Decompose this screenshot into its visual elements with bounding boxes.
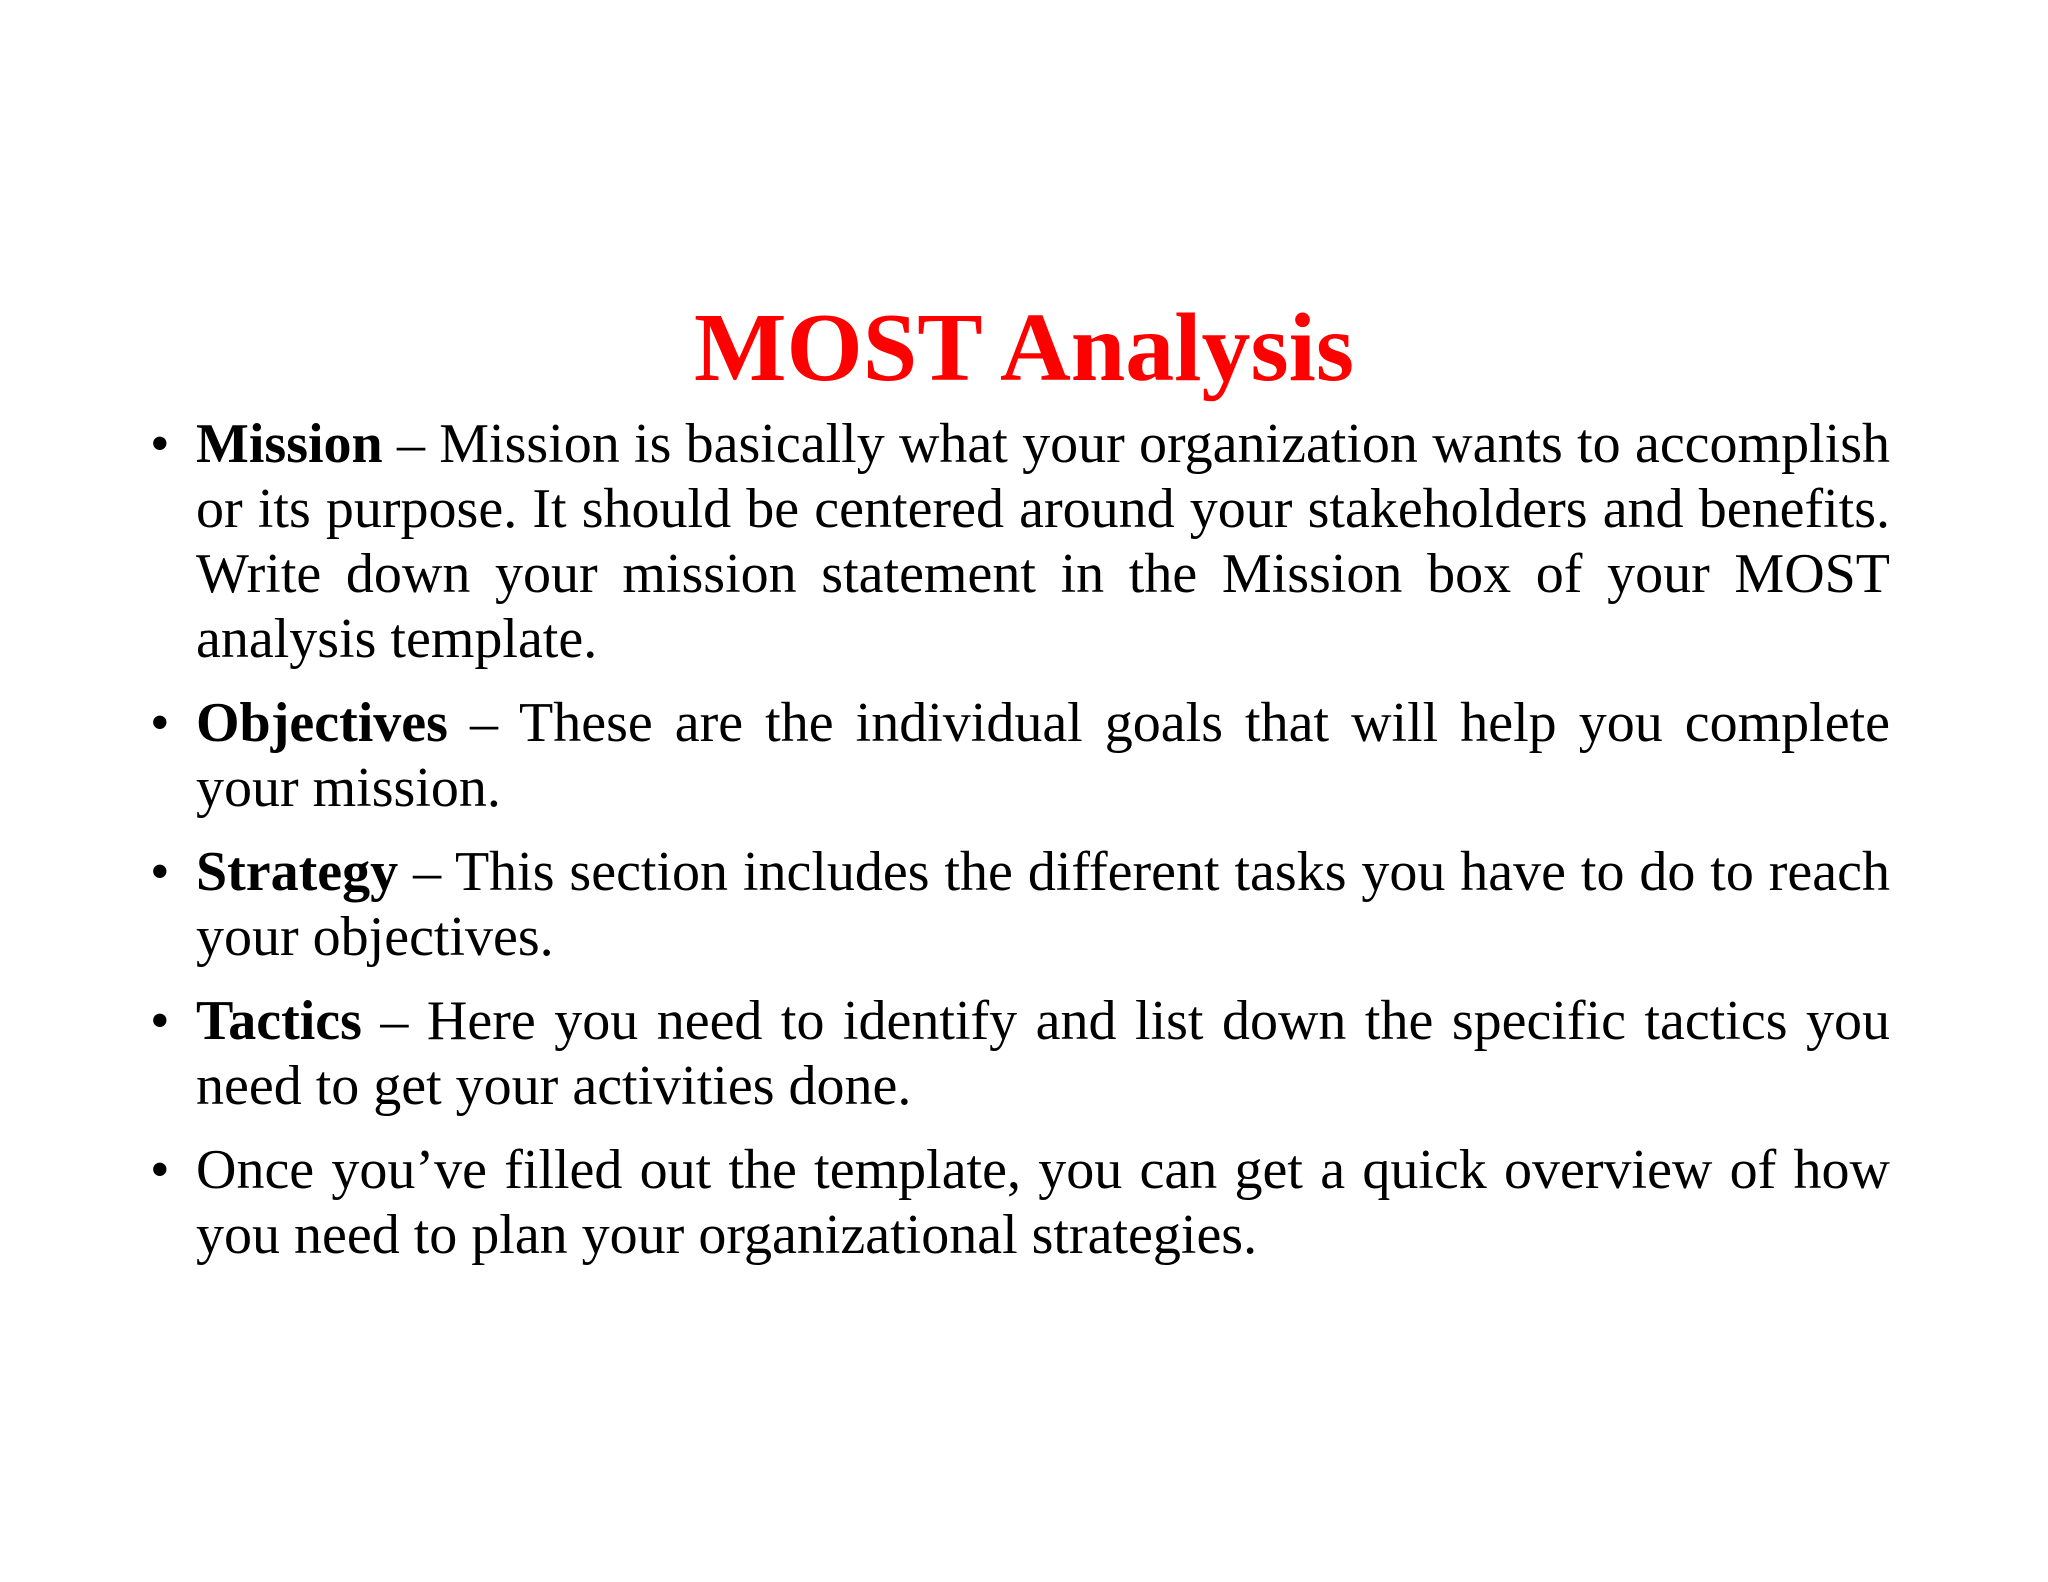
bullet-dot-icon: •: [150, 1139, 170, 1201]
bullet-text: – Here you need to identify and list down the specific tactics you need to get your activities done.: [196, 990, 1890, 1117]
bullet-text: Once you’ve filled out the template, you can get a quick overview of how you need to plan your organizational strategies.: [196, 1139, 1890, 1266]
bullet-item-overview: [150, 1138, 1890, 1268]
bullet-dot-icon: •: [150, 413, 170, 475]
bullet-dot-icon: •: [150, 990, 170, 1052]
bullet-dot-icon: •: [150, 841, 170, 903]
bullet-text: – These are the individual goals that will help you complete your mission.: [196, 692, 1890, 819]
bullet-item-tactics: [150, 989, 1890, 1119]
bullet-item-mission: [150, 412, 1890, 672]
bullet-dot-icon: •: [150, 692, 170, 754]
bullet-term: Tactics: [196, 990, 362, 1052]
bullet-term: Mission: [196, 413, 383, 475]
bullet-text: – Mission is basically what your organization wants to accomplish or its purpose. It should be centered around your stakeholders and benefits. Write down your mission statement in the Mission box of your MOST analysis template.: [196, 413, 1890, 670]
slide-title: MOST Analysis: [694, 294, 1354, 402]
bullet-term: Objectives: [196, 692, 448, 754]
bullet-term: Strategy: [196, 841, 399, 903]
bullet-item-strategy: [150, 840, 1890, 970]
bullet-item-objectives: [150, 691, 1890, 821]
bullet-list: [150, 412, 1890, 1287]
bullet-text: – This section includes the different tasks you have to do to reach your objectives.: [196, 841, 1890, 968]
